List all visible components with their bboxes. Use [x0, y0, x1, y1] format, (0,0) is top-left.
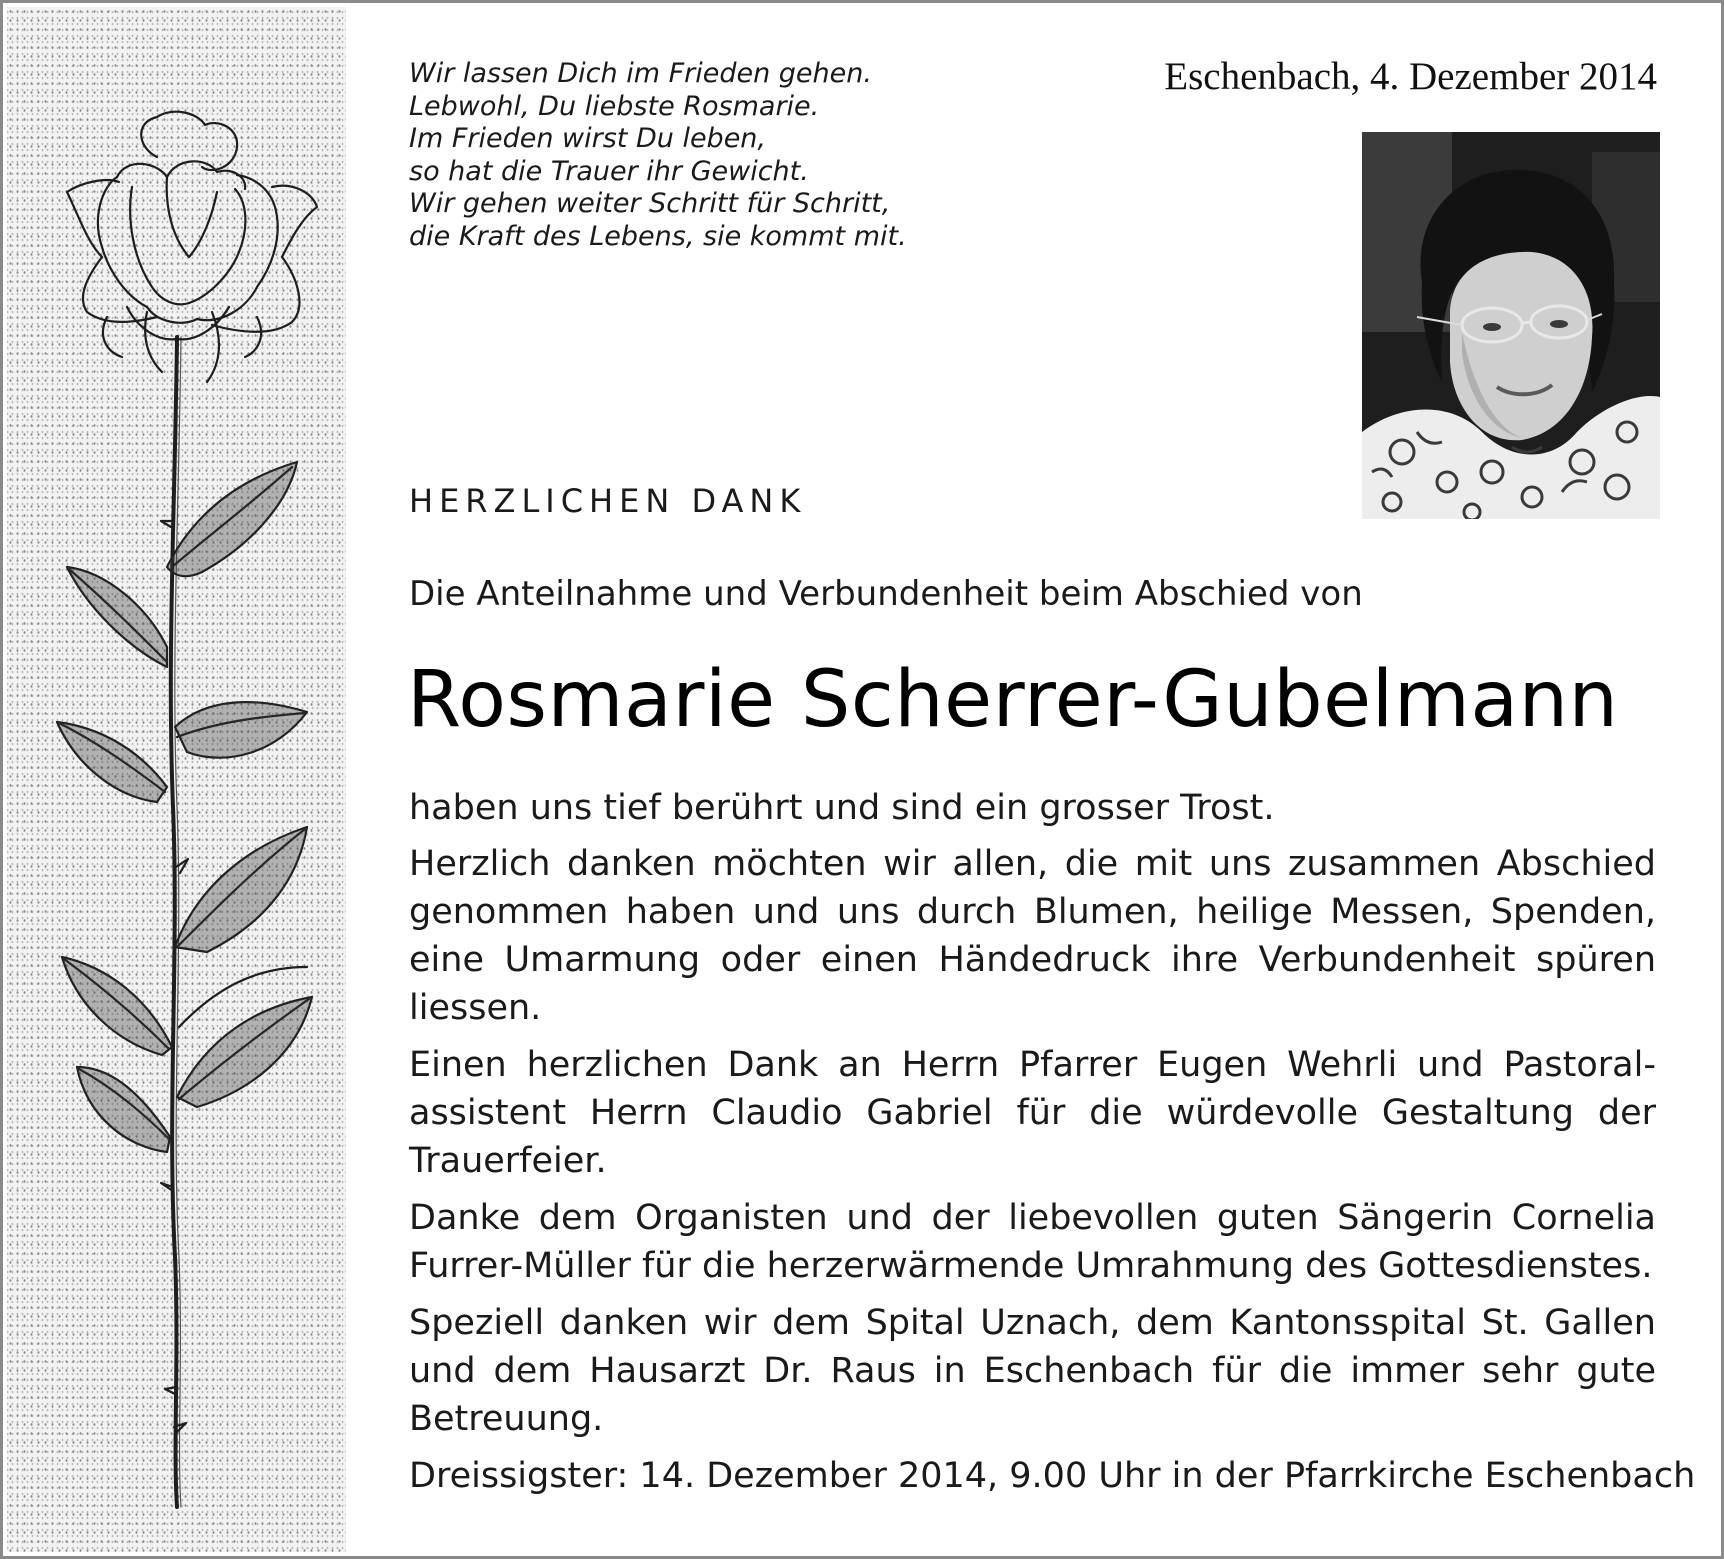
poem-line: die Kraft des Lebens, sie kommt mit. — [409, 220, 907, 252]
deceased-name: Rosmarie Scherrer-Gubelmann — [407, 655, 1619, 745]
memorial-service-info: Dreissigster: 14. Dezember 2014, 9.00 Uhr in der Pfarrkirche Eschenbach — [409, 1456, 1696, 1496]
poem-line: Im Frieden wirst Du leben, — [409, 123, 766, 154]
poem-line: so hat die Trauer ihr Gewicht. — [409, 155, 809, 187]
paragraph: Einen herzlichen Dank an Herrn Pfarrer Eugen Wehrli und Pastoralassistent Herrn Claudio Gabriel für die würdevolle Gestaltung der Trauerfeier. — [409, 1045, 1656, 1181]
poem-line: Wir gehen weiter Schritt für Schritt, — [409, 188, 891, 219]
paragraph: haben uns tief berührt und sind ein grosser Trost. — [409, 788, 1275, 828]
place-and-date: Eschenbach, 4. Dezember 2014 — [1164, 55, 1657, 98]
poem — [409, 58, 969, 253]
paragraph: Danke dem Organisten und der liebevollen guten Sängerin Cornelia Furrer-Müller für die herzerwärmende Umrahmung des Gottesdienstes. — [409, 1198, 1656, 1286]
poem-line: Wir lassen Dich im Frieden gehen. — [409, 58, 872, 89]
poem-line: Lebwohl, Du liebste Rosmarie. — [409, 90, 820, 122]
heading: HERZLICHEN DANK — [409, 482, 807, 520]
portrait-image — [1362, 132, 1660, 519]
intro-text: Die Anteilnahme und Verbundenheit beim Abschied von — [409, 574, 1363, 614]
paragraph: Speziell danken wir dem Spital Uznach, dem Kantonsspital St. Gallen und dem Hausarzt Dr. Raus in Eschenbach für die immer sehr gute Betreuung. — [409, 1303, 1656, 1439]
rose-illustration — [7, 7, 346, 1552]
portrait-photo — [1362, 132, 1660, 519]
rose-icon — [7, 7, 346, 1552]
body-text — [409, 784, 1696, 1509]
paragraph: Herzlich danken möchten wir allen, die mit uns zusammen Abschied genommen haben und uns durch Blumen, heilige Messen, Spenden, eine Umarmung oder einen Händedruck ihre Verbundenheit spüren liessen. — [409, 844, 1656, 1028]
